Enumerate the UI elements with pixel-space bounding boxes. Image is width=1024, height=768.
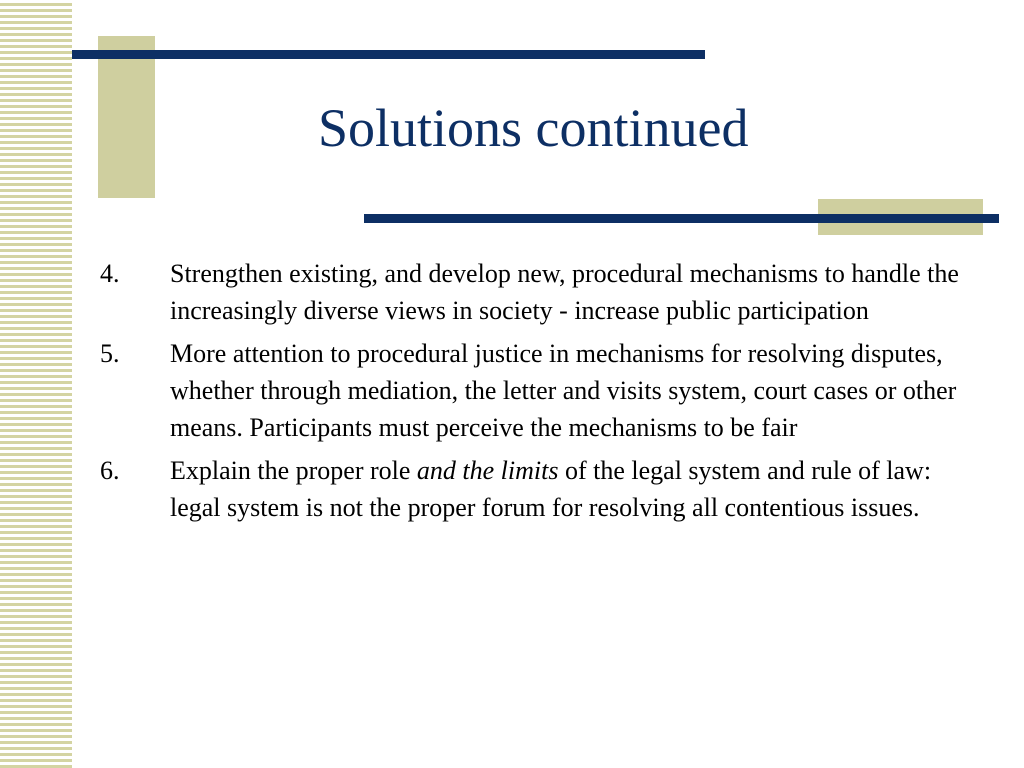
title-rule-top bbox=[72, 50, 705, 59]
list-item-number: 6. bbox=[100, 456, 120, 485]
list-item-number: 5. bbox=[100, 339, 120, 368]
accent-block-top bbox=[98, 36, 155, 198]
title-rule-bottom bbox=[364, 214, 999, 223]
list-item-text-end: of the legal system and rule of law: legal system is not the proper forum for resolving all contentious issues. bbox=[170, 456, 932, 522]
list-item-text-start: Explain the proper role bbox=[170, 456, 417, 485]
list-item bbox=[100, 335, 985, 446]
list-item-text: Strengthen existing, and develop new, procedural mechanisms to handle the increasingly diverse views in society - increase public participation bbox=[170, 259, 959, 325]
list-item-text bbox=[170, 452, 985, 526]
list-item-text: More attention to procedural justice in mechanisms for resolving disputes, whether through mediation, the letter and visits system, court cases or other means. Participants must perceive the mechanisms to be fair bbox=[170, 339, 957, 442]
decorative-stripes bbox=[0, 0, 72, 768]
list-item bbox=[100, 255, 985, 329]
list-item-text-emphasis: and the limits bbox=[416, 456, 559, 485]
slide-title: Solutions continued bbox=[318, 98, 749, 158]
list-item bbox=[100, 452, 985, 526]
list-item-number: 4. bbox=[100, 259, 120, 288]
solutions-list bbox=[100, 255, 985, 532]
